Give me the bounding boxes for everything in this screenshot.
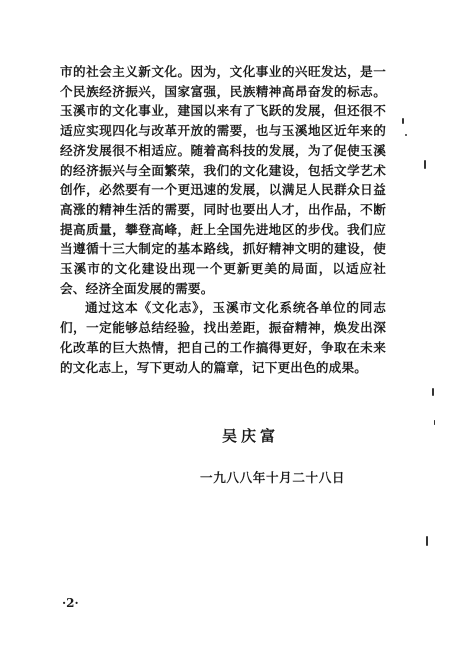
scan-speck [424,160,426,169]
document-date: 一九八八年十月二十八日 [200,470,346,485]
scan-speck [434,420,435,425]
paragraph-2: 通过这本《文化志》，玉溪市文化系统各单位的同志们，一定能够总结经验，找出差距，振奋精神，焕发出深化改革的巨大热情，把自己的工作搞得更好，争取在未来的文化志上，写下更动人的篇章，记下更出色的成果。 [60,300,386,375]
paragraph-1: 市的社会主义新文化。因为，文化事业的兴旺发达，是一个民族经济振兴，国家富强，民族精神高昂奋发的标志。玉溪市的文化事业，建国以来有了飞跃的发展，但还很不适应实现四化与改革开放的需要，也与玉溪地区近年来的经济发展很不相适应。随着高科技的发展，为了促使玉溪的经济振兴与全面繁荣，我们的文化建设，包括文学艺术创作，必然要有一个更迅速的发展，以满足人民群众日益高涨的精神生活的需要，同时也要出人才，出作品，不断提高质量，攀登高峰，赶上全国先进地区的步伐。我们应当遵循十三大制定的基本路线，抓好精神文明的建设，使玉溪市的文化建设出现一个更新更美的局面，以适应社会、经济全面发展的需要。 [60,64,386,296]
scan-speck [402,118,404,124]
scan-speck [432,388,434,396]
author-signature: 吴庆富 [222,427,280,445]
scan-speck [405,134,407,136]
body-text [60,62,386,377]
page-number: ·2· [62,596,79,610]
scan-speck [426,536,428,546]
